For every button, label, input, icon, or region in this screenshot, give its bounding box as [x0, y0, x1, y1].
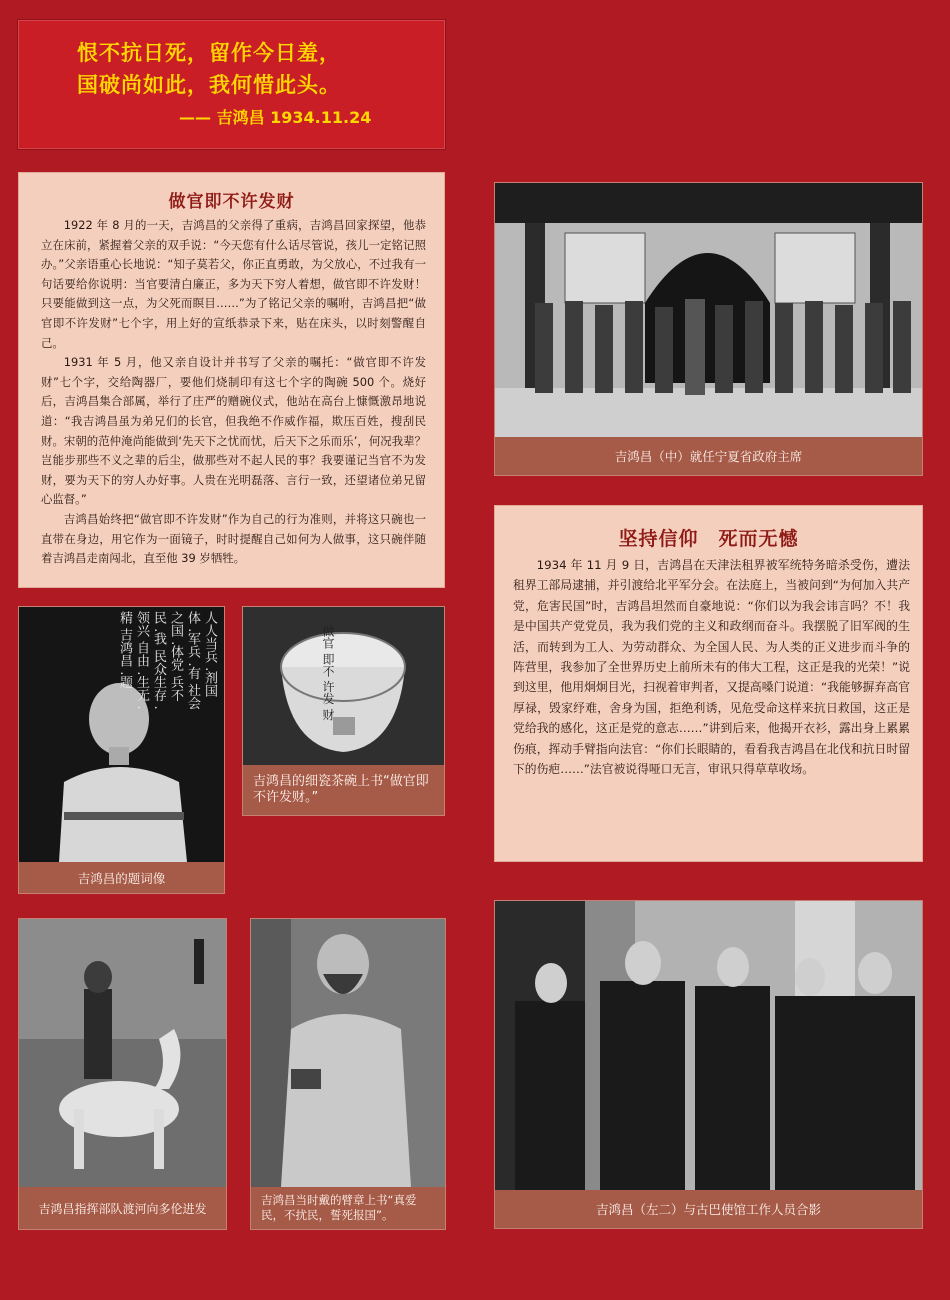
inscription-line: 人人当兵 .剂国	[202, 611, 217, 698]
photo-caption: 吉鸿昌的题词像	[19, 862, 224, 893]
portrait-photo	[19, 607, 224, 862]
poem-line-2: 国破尚如此，我何惜此头。	[77, 73, 341, 97]
ningxia-ceremony-image	[495, 183, 922, 437]
bowl-text: 许发	[321, 680, 335, 705]
bowl-photo	[243, 607, 444, 765]
horse-crossing-image	[19, 919, 226, 1187]
inscription-line: 体 .军兵 .有	[185, 611, 200, 680]
article-no-wealth	[18, 172, 445, 588]
group-photo	[495, 183, 922, 437]
photo-caption: 吉鸿昌指挥部队渡河向多伦进发	[19, 1187, 226, 1229]
photo-card-armband	[250, 918, 446, 1230]
seated-portrait-image	[251, 919, 445, 1187]
inscription-line: 自由 .生无 .精	[117, 611, 149, 710]
bowl-text: 做官	[321, 625, 335, 649]
poem-banner	[18, 20, 445, 149]
article-paragraph: 吉鸿昌始终把“做官即不许发财”作为自己的行为准则，并将这只碗也一直带在身边，用它作为一面镜子，时时提醒自己如何为人做事，这只碗伴随着吉鸿昌走南闯北，直至他 39 岁牺牲。	[41, 511, 426, 566]
inscription-line: 兵不民 .我	[151, 611, 183, 702]
inscription-line: 吉鸿昌 .题	[117, 628, 132, 689]
photo-card-river	[18, 918, 227, 1230]
photo-card-cuba	[494, 900, 923, 1229]
photo-card-ningxia	[494, 182, 923, 476]
cuba-photo	[495, 901, 922, 1190]
article-title: 坚持信仰 死而无憾	[618, 528, 799, 550]
inscription-line: 民众生存 .领兴	[134, 611, 166, 710]
photo-card-bowl	[242, 606, 445, 816]
photo-card-portrait	[18, 606, 225, 894]
photo-caption: 吉鸿昌（中）就任宁夏省政府主席	[495, 437, 922, 475]
tea-bowl-image	[243, 607, 444, 765]
bowl-text: 财	[321, 708, 335, 721]
bowl-text: 即不	[321, 652, 335, 677]
photo-caption: 吉鸿昌的细瓷茶碗上书“做官即不许发财。”	[243, 765, 444, 815]
photo-caption: 吉鸿昌当时戴的臂章上书“真爱民，不扰民，誓死报国”。	[251, 1187, 445, 1229]
article-paragraph: 1931 年 5 月，他又亲自设计并书写了父亲的嘱托：“做官即不许发财”七个字，交给陶器厂，要他们烧制印有这七个字的陶碗 500 个。烧好后，吉鸿昌集合部属，举行了庄严的赠碗仪式，他站在高台上慷慨激昂地说道：“我吉鸿昌虽为弟兄们的长官，但我绝不作威作福，欺压百姓，搜刮民财。宋朝的范仲淹尚能做到‘先天下之忧而忧，后天下之乐而乐’，何况我辈？岂能步那些不义之辈的后尘，做那些对不起人民的事？我要谨记当官不为发财，要为天下的穷人办好事。人贵在光明磊落、言行一致，还望诸位弟兄留心监督。”	[41, 355, 426, 507]
article-paragraph: 1922 年 8 月的一天，吉鸿昌的父亲得了重病，吉鸿昌回家探望，他恭立在床前，紧握着父亲的双手说：“今天您有什么话尽管说，孩儿一定铭记照办。”父亲语重心长地说：“知子莫若父，你正直勇敢，为父放心，不过我有一句话要给你说明：当官要清白廉正，多为天下穷人着想，做官即不许发财！只要能做到这一点，为父死而瞑目……”为了铭记父亲的嘱咐，吉鸿昌把“做官即不许发财”七个字，用上好的宣纸恭录下来，贴在床头，以时刻警醒自己。	[41, 218, 426, 350]
photo-caption: 吉鸿昌（左二）与古巴使馆工作人员合影	[495, 1190, 922, 1228]
poem-signature: —— 吉鸿昌 1934.11.24	[179, 108, 372, 127]
article-faith	[494, 505, 923, 862]
inscription-line: 社会之国 .体党	[168, 611, 200, 710]
article-paragraph: 1934 年 11 月 9 日，吉鸿昌在天津法租界被军统特务暗杀受伤，遭法租界工部局逮捕，并引渡给北平军分会。在法庭上，当被问到“为何加入共产党，危害民国”时，吉鸿昌坦然而自豪地说：“你们以为我会讳言吗？不！我是中国共产党党员，我为我们党的主义和政纲而奋斗。我摆脱了旧军阀的生活，而转到为工人、为劳动群众、为全国人民、为人类的正义进步而斗争的阵营里，我参加了全世界历史上前所未有的伟大工程，这正是我的光荣！”说到这里，他用炯炯目光，扫视着审判者，又提高嗓门说道：“我能够摒弃高官厚禄，毁家纾难，舍身为国，拒绝利诱，见危受命这样来抗日救国，这正是党给我的感化，这正是党的意志……”讲到后来，他揭开衣衫，露出身上累累伤痕，挥动手臂指向法官：“你们长眼睛的，看看我吉鸿昌在北伐和抗日时留下的伤疤……”法官被说得哑口无言，审讯只得草草收场。	[513, 558, 910, 777]
armband-photo	[251, 919, 445, 1187]
embassy-group-image	[495, 901, 922, 1190]
poem-line-1: 恨不抗日死，留作今日羞，	[77, 41, 341, 65]
article-title: 做官即不许发财	[168, 192, 295, 212]
river-photo	[19, 919, 226, 1187]
